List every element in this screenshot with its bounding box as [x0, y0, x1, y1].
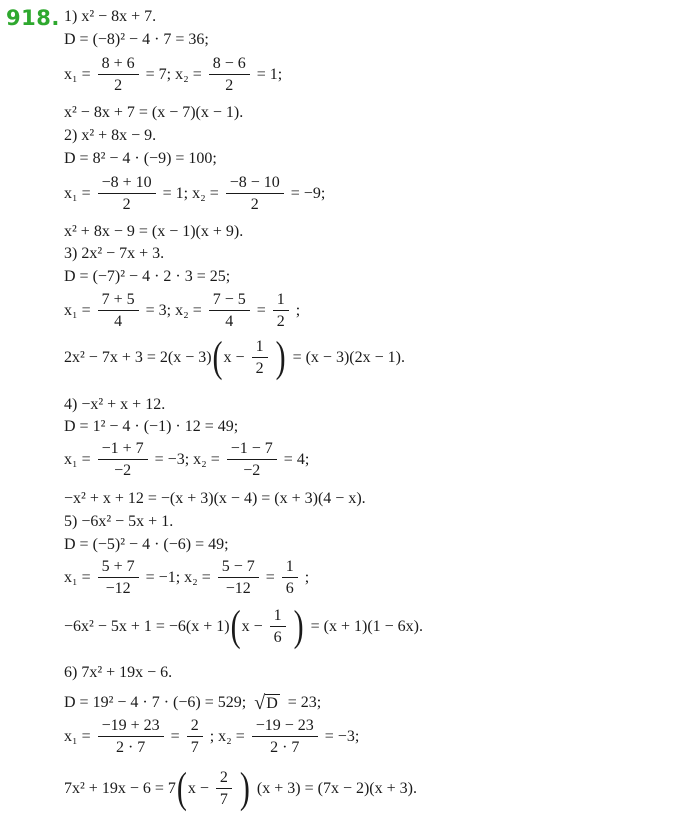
solution-line: [64, 718, 359, 756]
math-text: ;: [295, 302, 301, 319]
numerator: −19 − 23: [252, 718, 318, 737]
math-text: D = (−7)² − 4 · 2 · 3 = 25;: [64, 268, 231, 285]
numerator: −1 + 7: [98, 441, 148, 460]
root-label: x₁ =: [64, 728, 91, 745]
fraction: [270, 608, 286, 646]
fraction: [98, 559, 139, 597]
math-text: 6) 7x² + 19x − 6.: [64, 664, 173, 681]
denominator: 2: [225, 77, 234, 94]
math-text: D = 8² − 4 · (−9) = 100;: [64, 150, 217, 167]
solution-line: [64, 693, 321, 713]
denominator: 2: [276, 313, 285, 330]
fraction: [226, 175, 284, 213]
math-text: 2) x² + 8x − 9.: [64, 127, 157, 144]
math-text: = −3; x₂ =: [154, 451, 220, 468]
denominator: 4: [114, 313, 123, 330]
math-text: D = 19² − 4 · 7 · (−6) = 529;: [64, 694, 247, 711]
denominator: 7: [219, 791, 228, 808]
denominator: −12: [105, 580, 131, 597]
solution-line: [64, 32, 209, 48]
solution-line: [64, 292, 300, 330]
solution-line: [64, 559, 309, 597]
big-left-paren: (: [230, 602, 241, 651]
fraction: [187, 718, 203, 756]
fraction: [209, 56, 250, 94]
numerator: 1: [273, 292, 289, 311]
numerator: 1: [270, 608, 286, 627]
numerator: 1: [282, 559, 298, 578]
radicand: D: [266, 695, 278, 712]
radical-icon: √: [254, 692, 266, 714]
numerator: 7 − 5: [209, 292, 250, 311]
fraction: [98, 175, 156, 213]
denominator: −2: [243, 462, 261, 479]
math-text: = (x + 1)(1 − 6x).: [310, 618, 424, 635]
fraction: [98, 441, 148, 479]
math-text: = −9;: [290, 185, 326, 202]
solution-line: [64, 602, 424, 651]
math-text: −6x² − 5x + 1 = −6(x + 1): [64, 618, 230, 635]
math-text: = −1; x₂ =: [145, 569, 211, 586]
numerator: 2: [187, 718, 203, 737]
solution-line: [64, 491, 366, 507]
root-label: x₁ =: [64, 185, 91, 202]
math-text: x² − 8x + 7 = (x − 7)(x − 1).: [64, 104, 244, 121]
fraction: [98, 56, 139, 94]
math-text: x² + 8x − 9 = (x − 1)(x + 9).: [64, 223, 244, 240]
math-text: =: [265, 569, 275, 586]
numerator: 7 + 5: [98, 292, 139, 311]
fraction: [227, 441, 277, 479]
numerator: −8 − 10: [226, 175, 284, 194]
solution-line: [64, 175, 325, 213]
big-left-paren: (: [176, 764, 187, 813]
denominator: 7: [190, 739, 199, 756]
big-right-paren: ): [239, 764, 250, 813]
square-root: [254, 693, 280, 713]
denominator: 2 · 7: [115, 739, 146, 756]
math-text: = 1;: [256, 66, 283, 83]
math-text: D = (−5)² − 4 · (−6) = 49;: [64, 536, 229, 553]
math-text: x −: [187, 780, 209, 797]
denominator: −12: [225, 580, 251, 597]
root-label: x₁ =: [64, 451, 91, 468]
numerator: 8 + 6: [98, 56, 139, 75]
math-text: D = (−8)² − 4 · 7 = 36;: [64, 31, 209, 48]
solution-line: [64, 246, 164, 262]
math-text: = (x − 3)(2x − 1).: [292, 349, 405, 366]
numerator: 1: [252, 339, 268, 358]
math-text: = −3;: [324, 728, 360, 745]
solution-line: [64, 151, 217, 167]
solution-line: [64, 514, 173, 530]
math-text: 4) −x² + x + 12.: [64, 396, 166, 413]
solution-line: [64, 665, 172, 681]
fraction: [282, 559, 298, 597]
denominator: 2: [122, 196, 131, 213]
root-label: x₁ =: [64, 66, 91, 83]
big-right-paren: ): [293, 602, 304, 651]
denominator: −2: [114, 462, 132, 479]
solution-line: [64, 128, 156, 144]
root-label: x₁ =: [64, 569, 91, 586]
big-left-paren: (: [212, 333, 223, 382]
fraction: [252, 339, 268, 377]
numerator: 5 − 7: [218, 559, 259, 578]
fraction: [98, 292, 139, 330]
solution-line: [64, 105, 243, 121]
math-text: 5) −6x² − 5x + 1.: [64, 513, 174, 530]
denominator: 6: [273, 629, 282, 646]
math-text: = 3; x₂ =: [145, 302, 202, 319]
math-text: = 23;: [287, 694, 322, 711]
math-text: =: [170, 728, 180, 745]
root-label: x₁ =: [64, 302, 91, 319]
denominator: 4: [225, 313, 234, 330]
numerator: −8 + 10: [98, 175, 156, 194]
math-text: x −: [223, 349, 245, 366]
denominator: 6: [285, 580, 294, 597]
math-text: = 1; x₂ =: [162, 185, 219, 202]
solution-line: [64, 9, 156, 25]
fraction: [252, 718, 318, 756]
math-text: −x² + x + 12 = −(x + 3)(x − 4) = (x + 3)(4 − x).: [64, 490, 366, 507]
fraction: [98, 718, 164, 756]
math-text: (x + 3) = (7x − 2)(x + 3).: [256, 780, 417, 797]
fraction: [218, 559, 259, 597]
solution-line: [64, 537, 229, 553]
math-text: ; x₂ =: [209, 728, 245, 745]
math-text: D = 1² − 4 · (−1) · 12 = 49;: [64, 418, 239, 435]
math-text: x −: [241, 618, 263, 635]
solution-line: [64, 224, 243, 240]
big-right-paren: ): [275, 333, 286, 382]
numerator: −1 − 7: [227, 441, 277, 460]
solution-line: [64, 333, 405, 382]
math-text: 1) x² − 8x + 7.: [64, 8, 157, 25]
solution-line: [64, 56, 282, 94]
math-text: ;: [304, 569, 310, 586]
numerator: 8 − 6: [209, 56, 250, 75]
solution-line: [64, 441, 309, 479]
solution-line: [64, 397, 165, 413]
numerator: −19 + 23: [98, 718, 164, 737]
math-text: =: [256, 302, 266, 319]
math-text: = 7; x₂ =: [145, 66, 202, 83]
fraction: [273, 292, 289, 330]
math-text: 2x² − 7x + 3 = 2(x − 3): [64, 349, 212, 366]
denominator: 2: [250, 196, 259, 213]
fraction: [209, 292, 250, 330]
solution-line: [64, 764, 417, 813]
denominator: 2 · 7: [270, 739, 300, 756]
fraction: [216, 770, 232, 808]
numerator: 5 + 7: [98, 559, 139, 578]
solution-line: [64, 269, 230, 285]
problem-number: 918.: [6, 6, 60, 30]
solution-line: [64, 419, 238, 435]
denominator: 2: [255, 360, 264, 377]
math-text: 3) 2x² − 7x + 3.: [64, 245, 165, 262]
math-text: 7x² + 19x − 6 = 7: [64, 780, 176, 797]
math-text: = 4;: [283, 451, 310, 468]
denominator: 2: [114, 77, 123, 94]
numerator: 2: [216, 770, 232, 789]
